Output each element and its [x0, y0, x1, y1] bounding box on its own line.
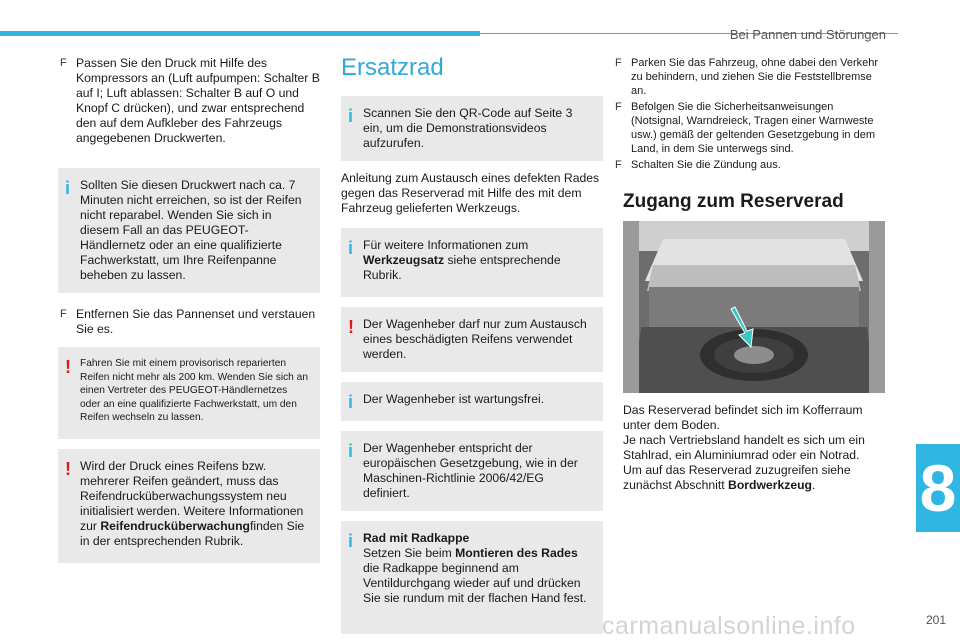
middle-column — [341, 54, 603, 640]
bullet-icon: F — [60, 308, 67, 320]
description-line: Das Reserverad befindet sich im Kofferraum unter dem Boden. — [623, 403, 863, 432]
warning-box — [58, 449, 320, 563]
section-heading: Ersatzrad — [341, 54, 444, 81]
info-box — [341, 521, 603, 634]
list-item — [613, 158, 885, 172]
info-box-text: Scannen Sie den QR-Code auf Seite 3 ein, um die Demonstrationsvideos aufzurufen. — [363, 106, 573, 150]
left-column — [58, 56, 320, 573]
warning-box-text: Fahren Sie mit einem provisorisch reparierten Reifen nicht mehr als 200 km. Wenden Sie sich an einen Vertreter des PEUGEOT-Händlernetzes oder an eine qualifizierte Fachwerkstatt, um den Reifen wechseln zu lassen. — [80, 358, 309, 424]
info-box-text: Setzen Sie beim — [363, 546, 452, 560]
info-box — [341, 431, 603, 511]
description-line: Je nach Vertriebsland handelt es sich um ein Stahlrad, ein Aluminiumrad oder ein Notrad. — [623, 433, 865, 462]
header-accent-bar — [0, 31, 480, 36]
warning-box-text: finden Sie in der entsprechenden Rubrik. — [80, 518, 305, 548]
info-box-bold: Montieren des Rades — [455, 546, 578, 560]
info-box — [341, 382, 603, 421]
description-text: Um auf das Reserverad zuzugreifen siehe zunächst Abschnitt — [623, 463, 851, 492]
list-item-text: Entfernen Sie das Pannenset und verstauen Sie es. — [76, 307, 316, 336]
list-item — [58, 307, 320, 337]
info-box — [58, 168, 320, 293]
bullet-icon: F — [60, 57, 67, 69]
trunk-spare-wheel-image — [623, 221, 885, 393]
info-icon: i — [348, 238, 354, 258]
bullet-icon: F — [615, 101, 622, 113]
warning-icon: ! — [65, 458, 71, 479]
bullet-icon: F — [615, 57, 622, 69]
info-icon: i — [348, 531, 354, 551]
chapter-title: Bei Pannen und Störungen — [729, 27, 886, 42]
warning-box — [341, 307, 603, 372]
info-box-text: Für weitere Informationen zum — [363, 238, 529, 252]
watermark: carmanualsonline.info — [602, 612, 856, 640]
list-item-text: Befolgen Sie die Sicherheitsanweisungen (Notsignal, Warndreieck, Tragen einer Warnweste usw.) gemäß der geltenden Gesetzgebung in dem Land, in dem Sie unterwegs sind. — [631, 101, 875, 155]
info-box-text: Der Wagenheber entspricht der europäischen Gesetzgebung, wie in der Maschinen-Richtlinie 2006/42/EG definiert. — [363, 441, 578, 500]
info-box-bold: Werkzeugsatz — [363, 253, 445, 267]
list-item — [613, 100, 885, 156]
list-item — [613, 56, 885, 98]
right-column — [613, 56, 885, 493]
chapter-tab — [916, 444, 960, 532]
info-box-title: Rad mit Radkappe — [363, 531, 470, 545]
info-box — [341, 96, 603, 161]
chapter-number: 8 — [919, 451, 957, 525]
warning-icon: ! — [348, 317, 354, 337]
list-item — [58, 56, 320, 146]
warning-box — [58, 347, 320, 439]
bullet-icon: F — [615, 159, 622, 171]
warning-icon: ! — [65, 357, 71, 377]
info-icon: i — [348, 106, 354, 126]
info-icon: i — [65, 178, 71, 198]
description-line — [623, 463, 885, 493]
list-item-text: Passen Sie den Druck mit Hilfe des Kompressors an (Luft aufpumpen: Schalter B auf I; Luft ablassen: Schalter B auf O und Knopf C drücken), und zwar entsprechend den auf dem Aufkleber des Fahrzeugs angegebenen Druckwerten. — [76, 56, 320, 145]
info-icon: i — [348, 392, 354, 412]
info-box-text: Der Wagenheber ist wartungsfrei. — [363, 392, 545, 406]
page-number: 201 — [925, 613, 946, 627]
info-box-text: Sollten Sie diesen Druckwert nach ca. 7 Minuten nicht erreichen, so ist der Reifen nicht reparabel. Wenden Sie sich in diesem Fall an das PEUGEOT-Händlernetz oder an eine qualifizierte Fachwerkstatt, um Ihre Reifenpanne beheben zu lassen. — [80, 178, 302, 282]
description — [623, 403, 885, 493]
warning-box-text: Weitere Informationen zur — [80, 503, 304, 533]
info-icon: i — [348, 441, 354, 461]
section-heading: Zugang zum Reserverad — [623, 191, 844, 212]
info-box-text: die Radkappe beginnend am Ventildurchgang wieder auf und drücken Sie sie rundum mit der flachen Hand fest. — [363, 561, 587, 605]
description-bold: Bordwerkzeug — [728, 478, 812, 492]
info-box-text: siehe entsprechende Rubrik. — [363, 253, 561, 282]
warning-box-text: Der Wagenheber darf nur zum Austausch eines beschädigten Reifens verwendet werden. — [363, 317, 587, 361]
trunk-illustration — [623, 221, 885, 393]
list-item-text: Schalten Sie die Zündung aus. — [631, 159, 781, 171]
list-item-text: Parken Sie das Fahrzeug, ohne dabei den Verkehr zu behindern, und ziehen Sie die Feststellbremse an. — [631, 57, 879, 97]
warning-box-text: Wird der Druck eines Reifens bzw. mehrerer Reifen geändert, muss das Reifendrucküberwachungssystem neu initialisiert werden. — [80, 458, 287, 518]
info-box — [341, 228, 603, 297]
warning-box-bold: Reifendrucküberwachung — [100, 518, 250, 533]
description-text: . — [812, 478, 816, 492]
intro-paragraph: Anleitung zum Austausch eines defekten Rades gegen das Reserverad mit Hilfe des mit dem Fahrzeug gelieferten Werkzeugs. — [341, 171, 600, 215]
